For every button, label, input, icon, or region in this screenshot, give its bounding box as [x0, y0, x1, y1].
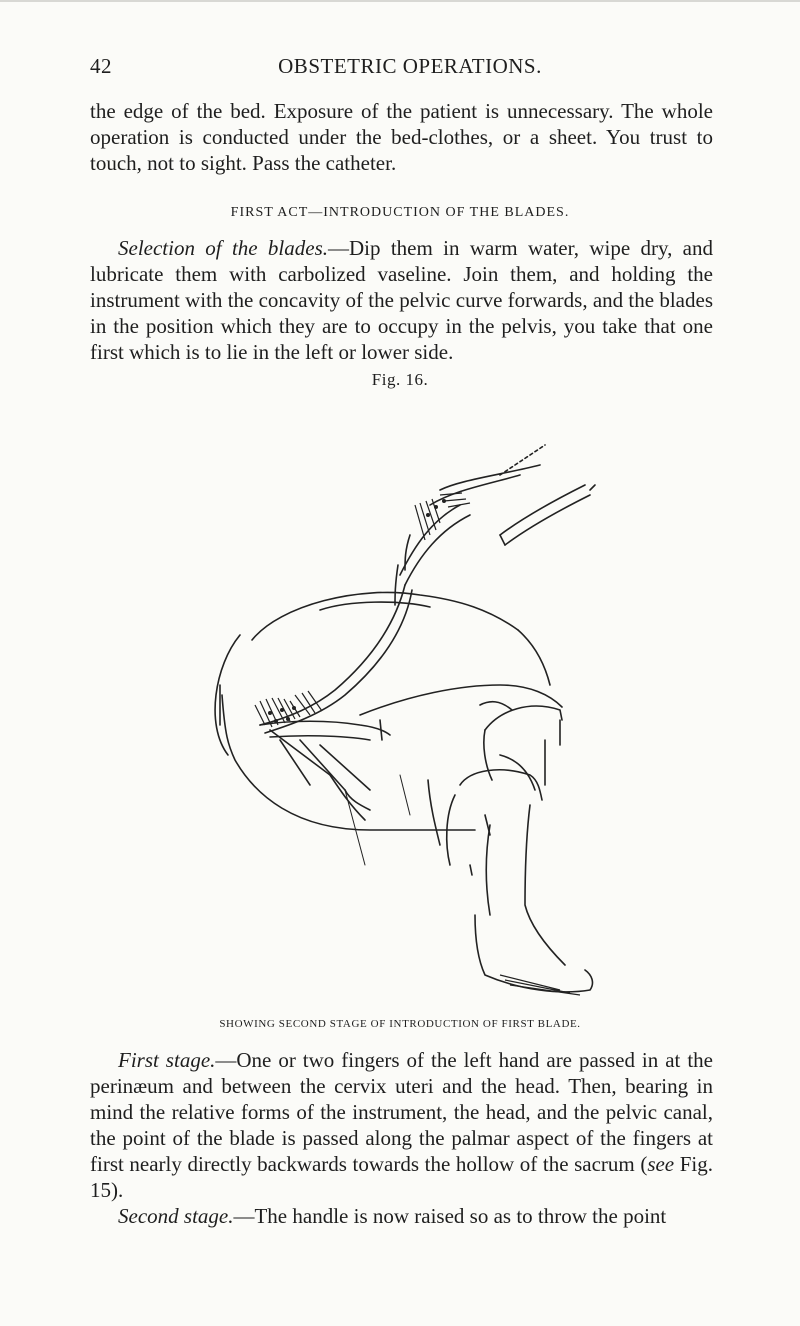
thigh-outline [360, 685, 562, 715]
section-heading: FIRST ACT—INTRODUCTION OF THE BLADES. [230, 205, 570, 220]
forceps-illustration [200, 395, 640, 1015]
first-stage-paragraph [90, 1047, 713, 1203]
figure-label: Fig. 16. [371, 370, 429, 389]
top-edge [0, 0, 800, 2]
figure-reference: Fig. 15). [90, 1152, 713, 1202]
first-stage-body: —One or two fingers of the left hand are passed in at the perinæum and between the cervix uteri and the head. Then, bearing in mind the relative forms of the instrument, the head, and the pelvic canal, the point of the blade is passed along the palmar aspect of the fingers at first nearly directly backwards towards the hollow of the sacrum ( [90, 1048, 713, 1176]
selection-lead: Selection of the blades. [118, 236, 329, 260]
page-header [90, 54, 710, 84]
second-stage-body: —The handle is now raised so as to throw the point [233, 1204, 667, 1228]
hand-outline [270, 730, 330, 775]
page-number: 42 [90, 54, 112, 78]
first-stage-lead: First stage. [118, 1048, 216, 1072]
second-stage-paragraph [90, 1203, 713, 1229]
running-title: OBSTETRIC OPERATIONS. [278, 54, 542, 78]
figure-caption: SHOWING SECOND STAGE OF INTRODUCTION OF FIRST BLADE. [219, 1018, 581, 1030]
selection-body: —Dip them in warm water, wipe dry, and lubricate them with carbolized vaseline. Join them, and holding the instrument with the concavity of the pelvic curve forwards, and the blades in the position which they are to occupy in the pelvis, you take that one first which is to lie in the left or lower side. [90, 236, 713, 364]
intro-paragraph: the edge of the bed. Exposure of the patient is unnecessary. The whole operation is conducted under the bed-clothes, or a sheet. You trust to touch, not to sight. Pass the catheter. [90, 99, 713, 175]
second-stage-lead: Second stage. [118, 1204, 234, 1228]
lower-leg-outline [460, 770, 542, 800]
selection-paragraph [90, 235, 713, 365]
knee-outline [485, 706, 562, 730]
forceps-handle [440, 465, 540, 490]
see-reference: see [647, 1152, 675, 1176]
